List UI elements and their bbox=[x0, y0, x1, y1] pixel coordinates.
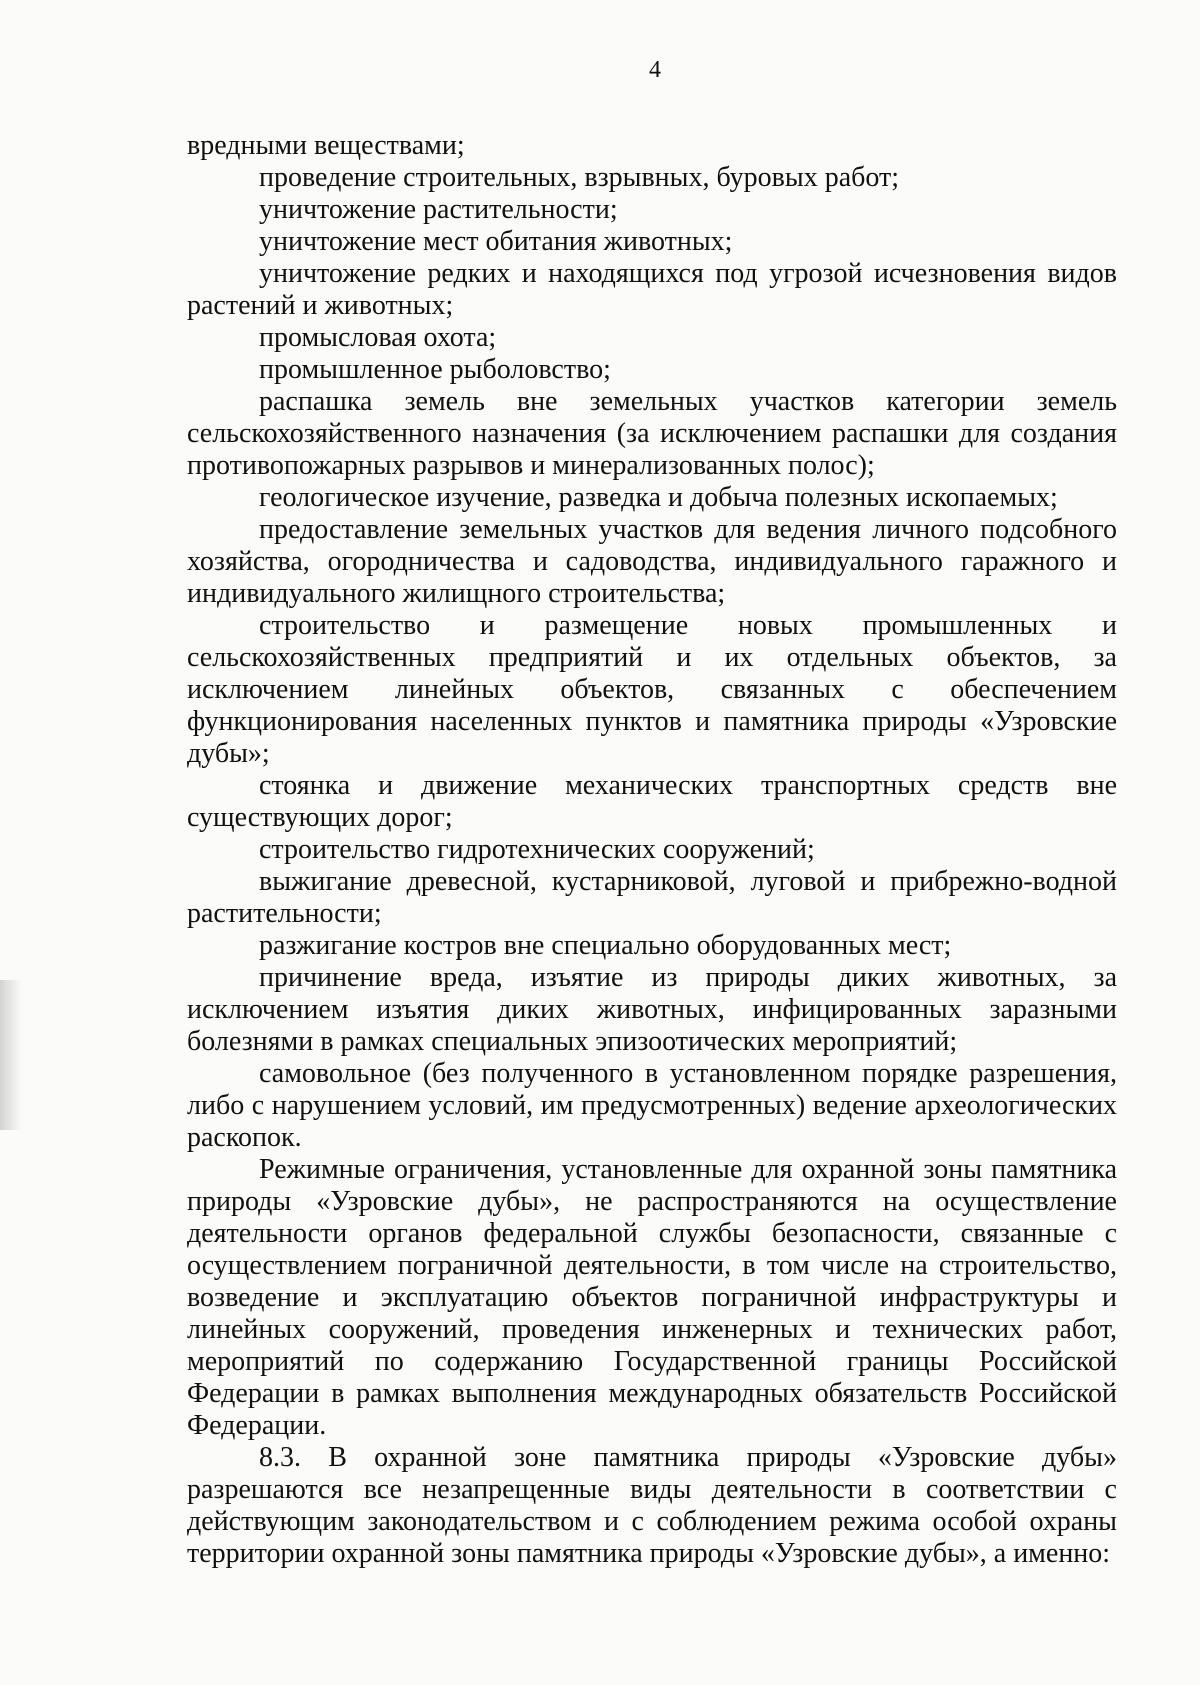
paragraph-wild-animals: причинение вреда, изъятие из природы диких животных, за исключением изъятия диких животных, инфицированных заразными болезнями в рамках специальных эпизоотических мероприятий; bbox=[187, 962, 1117, 1057]
paragraph-harmful-substances: вредными веществами; bbox=[187, 130, 465, 161]
scan-edge-shadow bbox=[0, 980, 22, 1130]
paragraph-commercial-hunting: промысловая охота; bbox=[259, 322, 497, 353]
paragraph-land-plowing: распашка земель вне земельных участков категории земель сельскохозяйственного назначения (за исключением распашки для создания противопожарных разрывов и минерализованных полос); bbox=[187, 386, 1117, 481]
paragraph-vegetation-destruction: уничтожение растительности; bbox=[259, 194, 618, 225]
paragraph-burning-vegetation: выжигание древесной, кустарниковой, луговой и прибрежно-водной растительности; bbox=[187, 866, 1117, 929]
paragraph-land-allocation: предоставление земельных участков для ведения личного подсобного хозяйства, огородничества и садоводства, индивидуального гаражного и индивидуального жилищного строительства; bbox=[187, 514, 1117, 609]
paragraph-new-enterprises: строительство и размещение новых промышленных и сельскохозяйственных предприятий и их отдельных объектов, за исключением линейных объектов, связанных с обеспечением функционирования населенных пунктов и памятника природы «Узровские дубы»; bbox=[187, 610, 1117, 769]
paragraph-vehicles: стоянка и движение механических транспортных средств вне существующих дорог; bbox=[187, 770, 1117, 833]
paragraph-border-security-exemption: Режимные ограничения, установленные для охранной зоны памятника природы «Узровские дубы», не распространяются на осуществление деятельности органов федеральной службы безопасности, связанные с осуществлением пограничной деятельности, в том числе на строительство, возведение и эксплуатацию объектов пограничной инфраструктуры и линейных сооружений, проведения инженерных и технических работ, мероприятий по содержанию Государственной границы Российской Федерации в рамках выполнения международных обязательств Российской Федерации. bbox=[187, 1154, 1117, 1441]
paragraph-hydraulic-structures: строительство гидротехнических сооружений; bbox=[259, 834, 815, 865]
paragraph-construction-works: проведение строительных, взрывных, буровых работ; bbox=[259, 162, 900, 193]
paragraph-industrial-fishing: промышленное рыболовство; bbox=[259, 354, 611, 385]
paragraph-section-8-3: 8.3. В охранной зоне памятника природы «Узровские дубы» разрешаются все незапрещенные виды деятельности в соответствии с действующим законодательством и с соблюдением режима особой охраны территории охранной зоны памятника природы «Узровские дубы», а именно: bbox=[187, 1442, 1117, 1569]
page-number: 4 bbox=[649, 57, 661, 83]
paragraph-rare-species: уничтожение редких и находящихся под угрозой исчезновения видов растений и животных; bbox=[187, 258, 1117, 321]
paragraph-geological-survey: геологическое изучение, разведка и добыча полезных ископаемых; bbox=[259, 482, 1058, 513]
paragraph-archaeological-excavations: самовольное (без полученного в установленном порядке разрешения, либо с нарушением условий, им предусмотренных) ведение археологических раскопок. bbox=[187, 1058, 1117, 1153]
paragraph-campfires: разжигание костров вне специально оборудованных мест; bbox=[259, 930, 952, 961]
document-body bbox=[187, 130, 1117, 1570]
paragraph-habitat-destruction: уничтожение мест обитания животных; bbox=[259, 226, 733, 257]
